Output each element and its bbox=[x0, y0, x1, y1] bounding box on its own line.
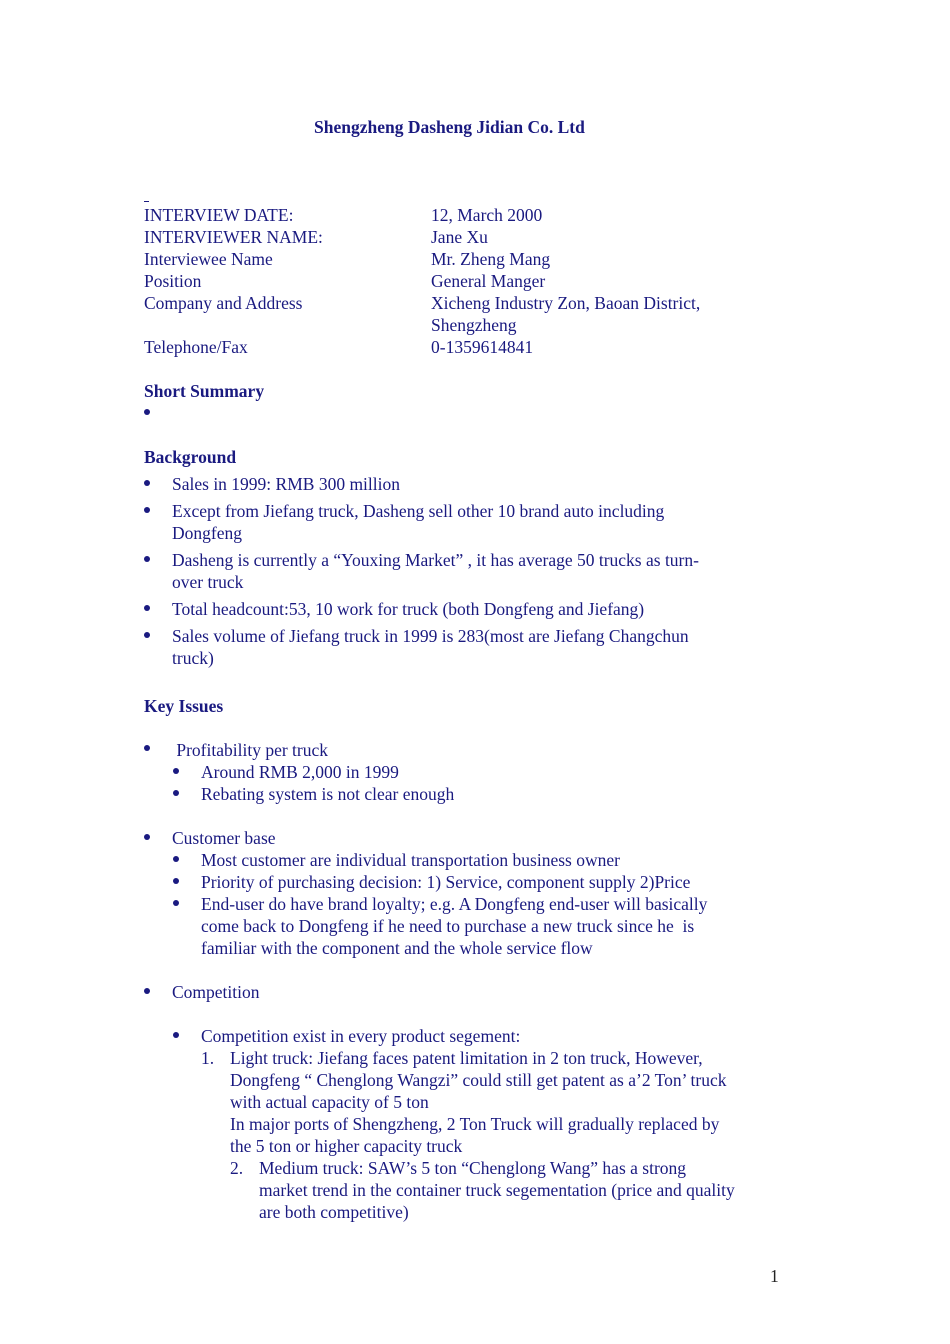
customer-sub-item: Most customer are individual transportation business owner bbox=[201, 850, 620, 870]
background-item: Total headcount:53, 10 work for truck (both Dongfeng and Jiefang) bbox=[172, 599, 645, 619]
bullet-icon bbox=[173, 900, 179, 906]
bullet-icon bbox=[173, 790, 179, 796]
bullet-icon bbox=[144, 632, 150, 638]
info-label-position: Position bbox=[144, 271, 202, 291]
background-item: Sales in 1999: RMB 300 million bbox=[172, 474, 401, 494]
numbered-item-line: Dongfeng “ Chenglong Wangzi” could still get patent as a’2 Ton’ truck bbox=[230, 1070, 727, 1090]
competition-sub-item: Competition exist in every product segement: bbox=[201, 1026, 521, 1046]
background-heading: Background bbox=[144, 447, 237, 467]
info-value-position: General Manger bbox=[431, 271, 546, 291]
numbered-item-line: with actual capacity of 5 ton bbox=[230, 1092, 429, 1112]
bullet-icon bbox=[144, 834, 150, 840]
bullet-icon bbox=[144, 409, 150, 415]
info-label-interviewer: INTERVIEWER NAME: bbox=[144, 227, 323, 247]
customer-base-item: Customer base bbox=[172, 828, 276, 848]
customer-sub-item-cont: familiar with the component and the whole service flow bbox=[201, 938, 593, 958]
profitability-sub-item: Rebating system is not clear enough bbox=[201, 784, 455, 804]
bullet-icon bbox=[144, 745, 150, 751]
customer-sub-item: End-user do have brand loyalty; e.g. A Dongfeng end-user will basically bbox=[201, 894, 708, 914]
document-title: Shengzheng Dasheng Jidian Co. Ltd bbox=[314, 117, 585, 137]
info-value-company: Xicheng Industry Zon, Baoan District, bbox=[431, 293, 701, 313]
background-item-cont: over truck bbox=[172, 572, 244, 592]
info-label-telephone: Telephone/Fax bbox=[144, 337, 248, 357]
numbered-item-line: In major ports of Shengzheng, 2 Ton Truck will gradually replaced by bbox=[230, 1114, 720, 1134]
bullet-icon bbox=[173, 878, 179, 884]
bullet-icon bbox=[144, 988, 150, 994]
info-label-date: INTERVIEW DATE: bbox=[144, 205, 294, 225]
info-label-interviewee: Interviewee Name bbox=[144, 249, 273, 269]
numbered-item-line: Light truck: Jiefang faces patent limitation in 2 ton truck, However, bbox=[230, 1048, 703, 1068]
info-value-date: 12, March 2000 bbox=[431, 205, 543, 225]
background-item-cont: Dongfeng bbox=[172, 523, 242, 543]
profitability-sub-item: Around RMB 2,000 in 1999 bbox=[201, 762, 399, 782]
info-value-interviewer: Jane Xu bbox=[431, 227, 488, 247]
bullet-icon bbox=[144, 480, 150, 486]
info-value-telephone: 0-1359614841 bbox=[431, 337, 534, 357]
competition-item: Competition bbox=[172, 982, 260, 1002]
bullet-icon bbox=[173, 1032, 179, 1038]
background-item: Sales volume of Jiefang truck in 1999 is 283(most are Jiefang Changchun bbox=[172, 626, 689, 646]
numbered-item-line: market trend in the container truck segementation (price and quality bbox=[259, 1180, 735, 1200]
bullet-icon bbox=[144, 556, 150, 562]
background-item: Dasheng is currently a “Youxing Market” , it has average 50 trucks as turn- bbox=[172, 550, 699, 570]
bullet-icon bbox=[173, 856, 179, 862]
stray-mark bbox=[144, 201, 149, 202]
info-label-company: Company and Address bbox=[144, 293, 303, 313]
background-item: Except from Jiefang truck, Dasheng sell other 10 brand auto including bbox=[172, 501, 665, 521]
numbered-item-line: Medium truck: SAW’s 5 ton “Chenglong Wang” has a strong bbox=[259, 1158, 687, 1178]
page-number: 1 bbox=[770, 1266, 779, 1286]
short-summary-heading: Short Summary bbox=[144, 381, 265, 401]
info-value-interviewee: Mr. Zheng Mang bbox=[431, 249, 551, 269]
bullet-icon bbox=[144, 507, 150, 513]
profitability-item: Profitability per truck bbox=[172, 740, 329, 760]
customer-sub-item: Priority of purchasing decision: 1) Service, component supply 2)Price bbox=[201, 872, 691, 892]
bullet-icon bbox=[173, 768, 179, 774]
bullet-icon bbox=[144, 605, 150, 611]
customer-sub-item-cont: come back to Dongfeng if he need to purchase a new truck since he is bbox=[201, 916, 695, 936]
background-item-cont: truck) bbox=[172, 648, 214, 668]
numbered-item-line: the 5 ton or higher capacity truck bbox=[230, 1136, 463, 1156]
numbered-item-marker: 1. bbox=[201, 1048, 215, 1068]
key-issues-heading: Key Issues bbox=[144, 696, 224, 716]
numbered-item-marker: 2. bbox=[230, 1158, 244, 1178]
numbered-item-line: are both competitive) bbox=[259, 1202, 409, 1222]
info-value-company-line2: Shengzheng bbox=[431, 315, 517, 335]
